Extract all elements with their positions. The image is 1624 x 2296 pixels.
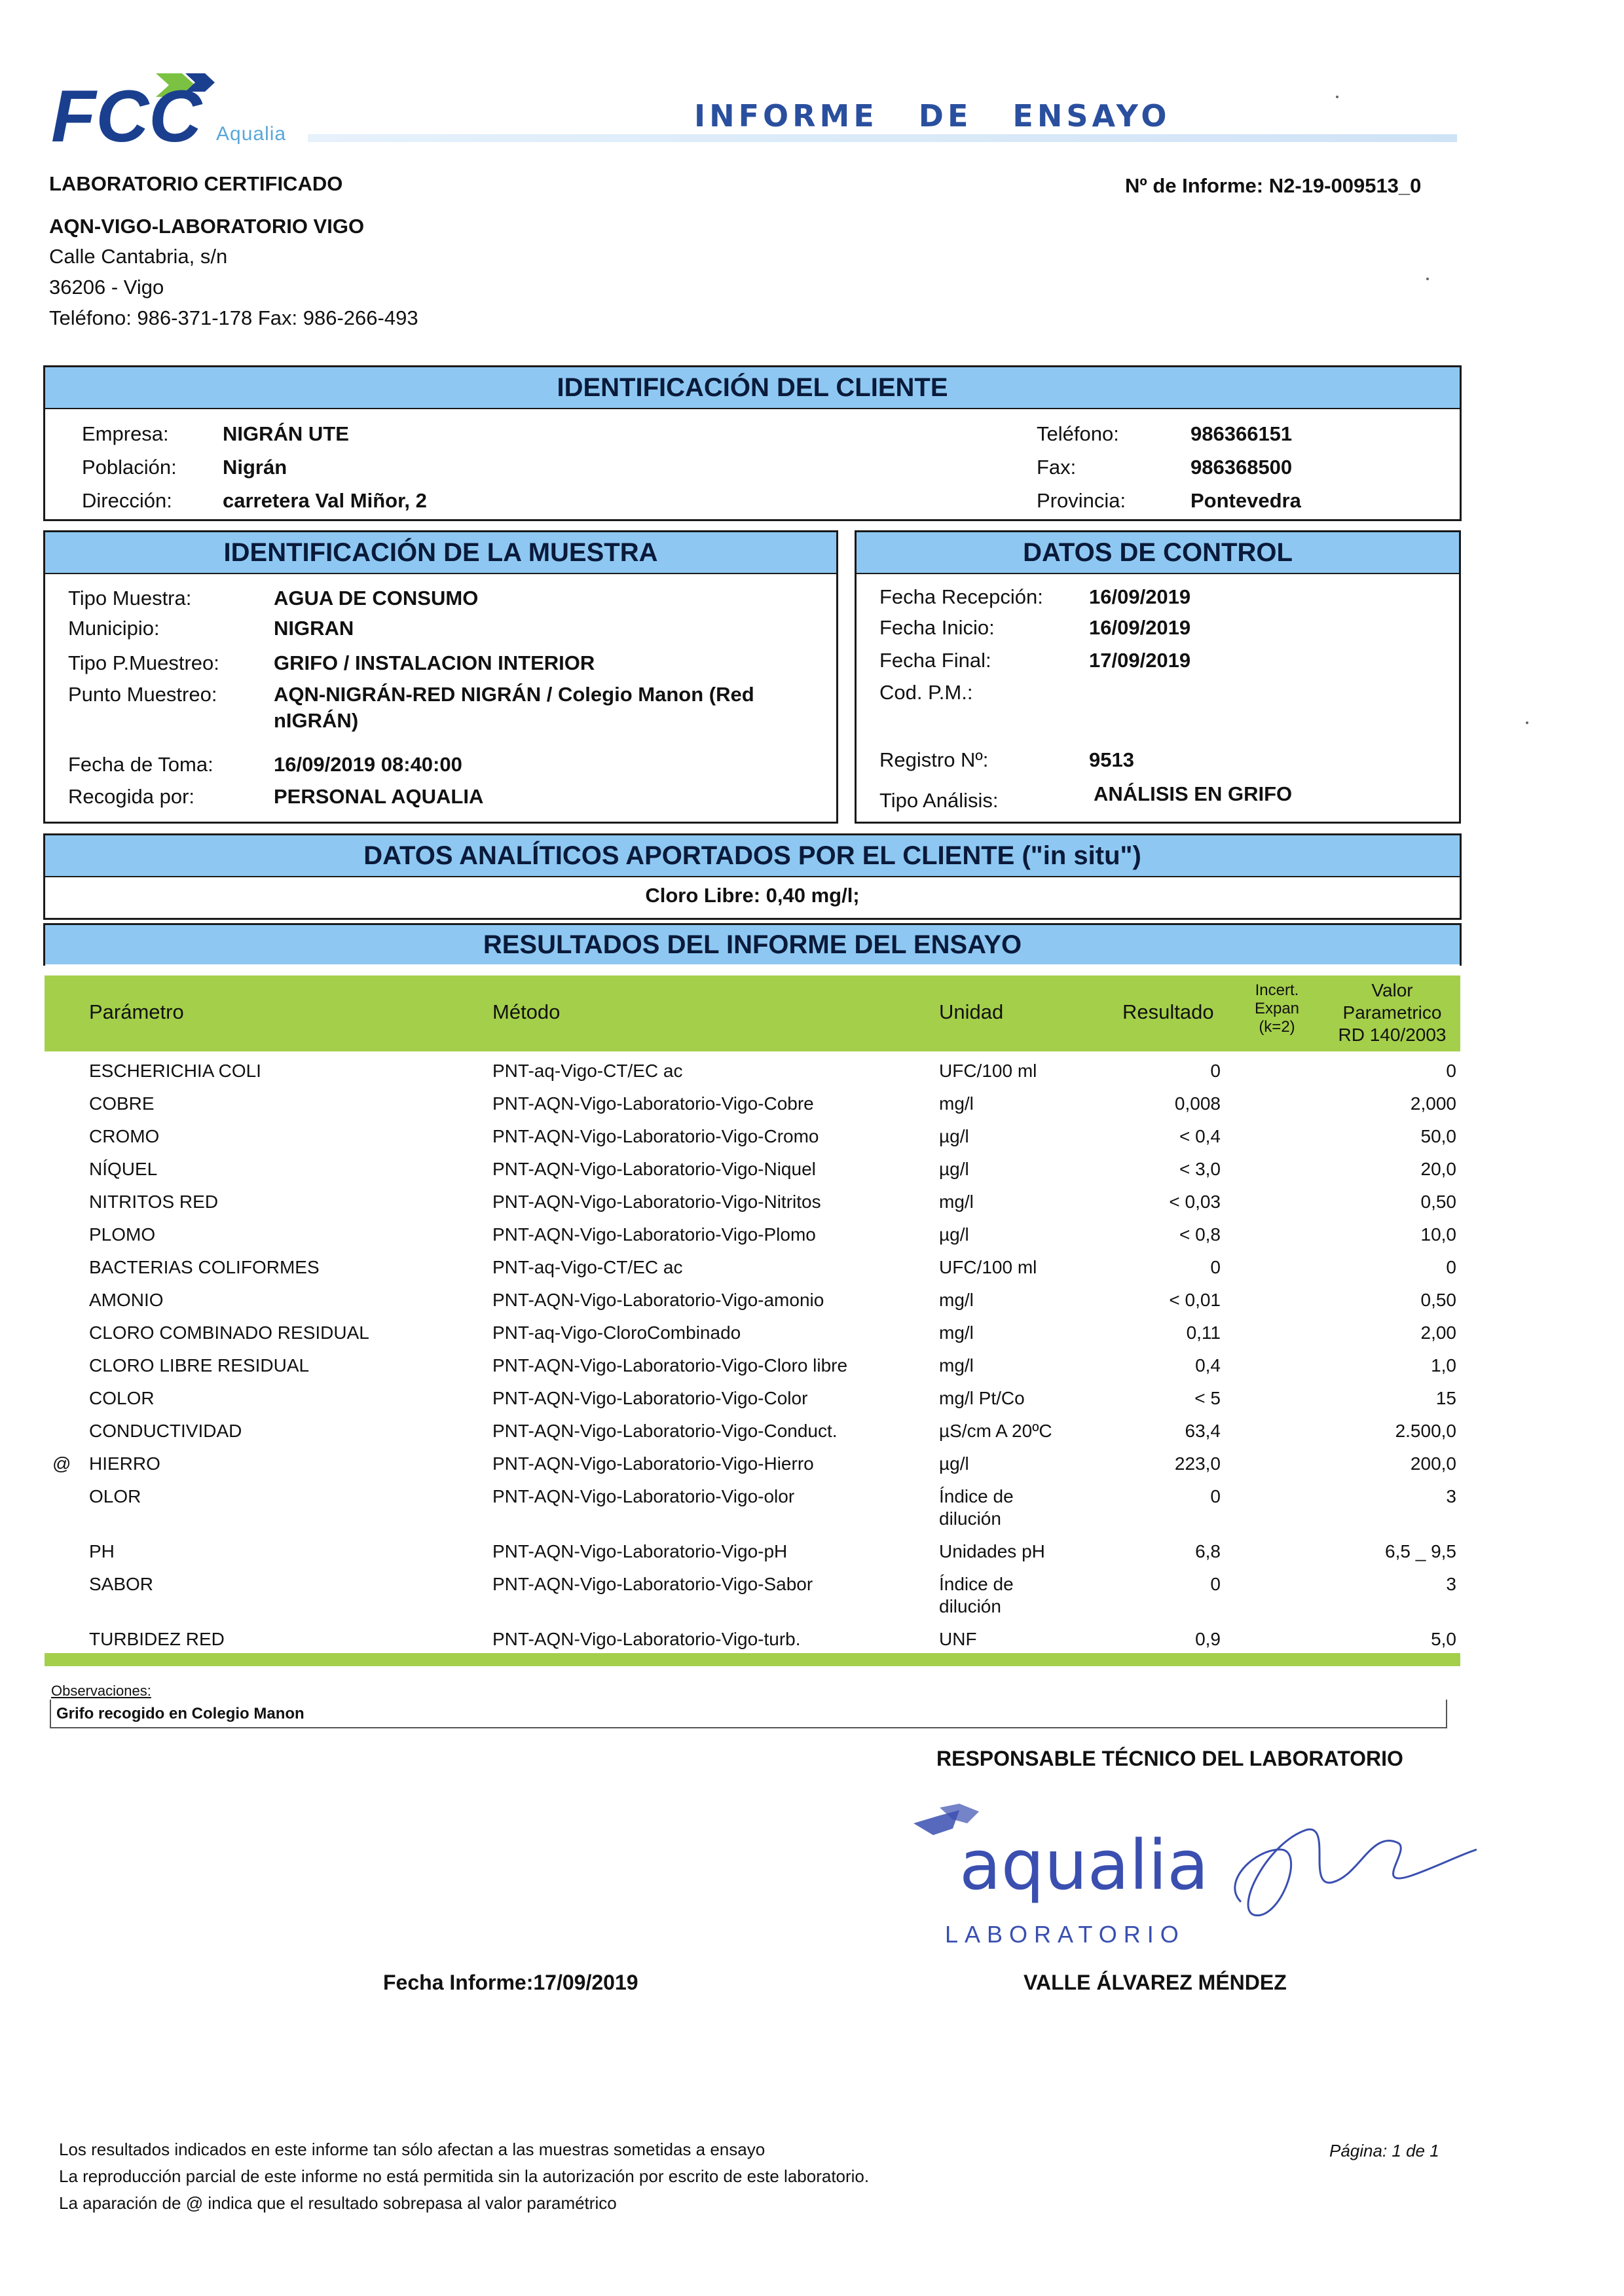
row-valor-parametrico: 15: [1435, 1388, 1456, 1408]
row-unidad-line2: dilución: [939, 1508, 1001, 1529]
tipo-analisis-label: Tipo Análisis:: [879, 789, 999, 812]
sample-section: [43, 530, 838, 824]
control-section: [855, 530, 1461, 824]
provincia-label: Provincia:: [1037, 489, 1126, 512]
provincia-value: Pontevedra: [1190, 489, 1301, 512]
tipo-analisis-value: ANÁLISIS EN GRIFO: [1094, 782, 1293, 805]
row-unidad: Unidades pH: [939, 1541, 1045, 1561]
row-resultado: 223,0: [1174, 1453, 1221, 1474]
inicio-label: Fecha Inicio:: [879, 616, 995, 639]
final-label: Fecha Final:: [879, 649, 991, 672]
row-valor-parametrico: 0,50: [1420, 1192, 1456, 1212]
telefono-value: 986366151: [1190, 422, 1293, 445]
row-resultado: < 5: [1194, 1388, 1221, 1408]
recogida-value: PERSONAL AQUALIA: [274, 785, 484, 808]
results-heading: RESULTADOS DEL INFORME DEL ENSAYO: [45, 925, 1460, 964]
row-valor-parametrico: 20,0: [1420, 1159, 1456, 1179]
row-metodo: PNT-AQN-Vigo-Laboratorio-Vigo-amonio: [492, 1290, 824, 1310]
row-resultado: 0,4: [1195, 1355, 1221, 1376]
row-valor-parametrico: 50,0: [1420, 1126, 1456, 1146]
col-valor-parametrico: Valor Parametrico RD 140/2003: [1338, 980, 1447, 1045]
results-section: [43, 923, 1462, 966]
observaciones-text: Grifo recogido en Colegio Manon: [56, 1705, 304, 1722]
row-metodo: PNT-AQN-Vigo-Laboratorio-Vigo-Sabor: [492, 1574, 813, 1594]
recepcion-value: 16/09/2019: [1089, 585, 1191, 608]
row-resultado: 0: [1210, 1257, 1221, 1277]
row-parametro: NÍQUEL: [89, 1159, 158, 1179]
recogida-label: Recogida por:: [68, 785, 195, 808]
row-metodo: PNT-aq-Vigo-CT/EC ac: [492, 1061, 683, 1081]
signature-scribble: [1235, 1829, 1477, 1915]
row-valor-parametrico: 2,00: [1420, 1322, 1456, 1343]
row-parametro: CONDUCTIVIDAD: [89, 1421, 242, 1441]
control-heading: DATOS DE CONTROL: [857, 532, 1459, 574]
row-parametro: NITRITOS RED: [89, 1192, 219, 1212]
stamp-sub-text: LABORATORIO: [945, 1921, 1185, 1948]
row-parametro: CLORO COMBINADO RESIDUAL: [89, 1322, 369, 1343]
row-parametro: COLOR: [89, 1388, 155, 1408]
row-valor-parametrico: 2.500,0: [1395, 1421, 1456, 1441]
col-unidad: Unidad: [939, 1000, 1004, 1023]
row-parametro: TURBIDEZ RED: [89, 1629, 225, 1649]
direccion-label: Dirección:: [82, 489, 172, 512]
exceed-flag: @: [52, 1453, 71, 1474]
row-metodo: PNT-AQN-Vigo-Laboratorio-Vigo-Cloro libre: [492, 1355, 848, 1376]
row-unidad: UFC/100 ml: [939, 1061, 1037, 1081]
row-parametro: OLOR: [89, 1486, 141, 1506]
client-heading: IDENTIFICACIÓN DEL CLIENTE: [45, 367, 1460, 409]
row-parametro: COBRE: [89, 1093, 155, 1114]
telefono-label: Teléfono:: [1037, 422, 1119, 445]
row-resultado: < 0,03: [1169, 1192, 1221, 1212]
row-unidad: µg/l: [939, 1453, 969, 1474]
footer-line-1: Los resultados indicados en este informe tan sólo afectan a las muestras sometidas a ensayo: [59, 2140, 766, 2159]
report-number: Nº de Informe: N2-19-009513_0: [1125, 174, 1422, 197]
empresa-value: NIGRÁN UTE: [223, 422, 349, 445]
row-metodo: PNT-AQN-Vigo-Laboratorio-Vigo-Cobre: [492, 1093, 814, 1114]
lab-address: Calle Cantabria, s/n: [49, 245, 228, 268]
scan-speck: [1526, 721, 1528, 724]
insitu-section: [43, 833, 1462, 920]
tipo-pm-label: Tipo P.Muestreo:: [68, 651, 219, 674]
row-resultado: < 0,01: [1169, 1290, 1221, 1310]
col-parametro: Parámetro: [89, 1000, 184, 1023]
row-unidad: mg/l: [939, 1192, 974, 1212]
row-metodo: PNT-AQN-Vigo-Laboratorio-Vigo-Hierro: [492, 1453, 814, 1474]
row-unidad: UFC/100 ml: [939, 1257, 1037, 1277]
row-unidad: mg/l Pt/Co: [939, 1388, 1025, 1408]
row-unidad: µg/l: [939, 1159, 969, 1179]
aqualia-logo-text: Aqualia: [216, 123, 287, 145]
row-unidad: µg/l: [939, 1126, 969, 1146]
svg-text:FCC: FCC: [51, 75, 202, 145]
municipio-value: NIGRAN: [274, 617, 354, 640]
registro-value: 9513: [1089, 748, 1134, 771]
fax-label: Fax:: [1037, 456, 1077, 479]
punto-value-line2: nIGRÁN): [274, 709, 359, 732]
fecha-toma-label: Fecha de Toma:: [68, 753, 213, 776]
lab-certified: LABORATORIO CERTIFICADO: [49, 172, 343, 195]
row-metodo: PNT-AQN-Vigo-Laboratorio-Vigo-Color: [492, 1388, 808, 1408]
row-valor-parametrico: 0: [1446, 1061, 1456, 1081]
recepcion-label: Fecha Recepción:: [879, 585, 1043, 608]
row-metodo: PNT-AQN-Vigo-Laboratorio-Vigo-Plomo: [492, 1224, 816, 1245]
row-unidad: µS/cm A 20ºC: [939, 1421, 1052, 1441]
row-parametro: SABOR: [89, 1574, 154, 1594]
aqualia-lab-stamp: [913, 1804, 1477, 1961]
row-valor-parametrico: 0: [1446, 1257, 1456, 1277]
responsable-title: RESPONSABLE TÉCNICO DEL LABORATORIO: [936, 1747, 1403, 1770]
row-resultado: < 3,0: [1179, 1159, 1221, 1179]
row-unidad: mg/l: [939, 1322, 974, 1343]
row-valor-parametrico: 6,5 _ 9,5: [1385, 1541, 1456, 1561]
row-unidad: mg/l: [939, 1355, 974, 1376]
row-valor-parametrico: 10,0: [1420, 1224, 1456, 1245]
signer-name: VALLE ÁLVAREZ MÉNDEZ: [1024, 1971, 1287, 1994]
direccion-value: carretera Val Miñor, 2: [223, 489, 427, 512]
sample-heading: IDENTIFICACIÓN DE LA MUESTRA: [45, 532, 836, 574]
row-resultado: 0: [1210, 1486, 1221, 1506]
row-unidad-line2: dilución: [939, 1596, 1001, 1616]
row-resultado: 0,9: [1195, 1629, 1221, 1649]
row-resultado: 0,11: [1186, 1322, 1221, 1343]
results-table-footer-bar: [45, 1653, 1460, 1666]
fax-value: 986368500: [1190, 456, 1293, 479]
row-unidad: mg/l: [939, 1093, 974, 1114]
row-metodo: PNT-AQN-Vigo-Laboratorio-Vigo-Conduct.: [492, 1421, 838, 1441]
row-unidad: Índice de: [939, 1486, 1014, 1506]
report-title: INFORME DE ENSAYO: [694, 98, 1171, 134]
lab-name: AQN-VIGO-LABORATORIO VIGO: [49, 215, 365, 238]
observaciones-label: Observaciones:: [51, 1683, 151, 1699]
row-metodo: PNT-AQN-Vigo-Laboratorio-Vigo-turb.: [492, 1629, 801, 1649]
row-valor-parametrico: 5,0: [1431, 1629, 1456, 1649]
row-unidad: mg/l: [939, 1290, 974, 1310]
tipo-pm-value: GRIFO / INSTALACION INTERIOR: [274, 651, 595, 674]
title-underline: [308, 134, 1457, 142]
row-valor-parametrico: 1,0: [1431, 1355, 1456, 1376]
col-metodo: Método: [492, 1000, 561, 1023]
row-parametro: PH: [89, 1541, 115, 1561]
row-parametro: PLOMO: [89, 1224, 156, 1245]
lab-phones: Teléfono: 986-371-178 Fax: 986-266-493: [49, 306, 418, 329]
row-valor-parametrico: 2,000: [1410, 1093, 1456, 1114]
row-valor-parametrico: 200,0: [1410, 1453, 1456, 1474]
row-unidad: Índice de: [939, 1574, 1014, 1594]
fcc-logo: [51, 73, 215, 145]
insitu-heading: DATOS ANALÍTICOS APORTADOS POR EL CLIENTE ("in situ"): [45, 835, 1460, 877]
row-parametro: ESCHERICHIA COLI: [89, 1061, 261, 1081]
poblacion-value: Nigrán: [223, 456, 287, 479]
row-resultado: 0: [1210, 1061, 1221, 1081]
footer-line-3: La aparación de @ indica que el resultado sobrepasa al valor paramétrico: [59, 2193, 617, 2213]
row-resultado: 0,008: [1174, 1093, 1221, 1114]
row-metodo: PNT-AQN-Vigo-Laboratorio-Vigo-Niquel: [492, 1159, 816, 1179]
cod-pm-label: Cod. P.M.:: [879, 681, 973, 704]
punto-value-line1: AQN-NIGRÁN-RED NIGRÁN / Colegio Manon (Red: [274, 683, 754, 706]
row-resultado: 6,8: [1195, 1541, 1221, 1561]
row-parametro: BACTERIAS COLIFORMES: [89, 1257, 320, 1277]
row-resultado: 0: [1210, 1574, 1221, 1594]
row-metodo: PNT-AQN-Vigo-Laboratorio-Vigo-pH: [492, 1541, 788, 1561]
municipio-label: Municipio:: [68, 617, 160, 640]
row-unidad: UNF: [939, 1629, 977, 1649]
fecha-toma-value: 16/09/2019 08:40:00: [274, 753, 462, 776]
col-resultado: Resultado: [1122, 1000, 1214, 1023]
scan-speck: [1426, 278, 1429, 280]
fecha-informe: Fecha Informe:17/09/2019: [383, 1971, 638, 1994]
row-parametro: CROMO: [89, 1126, 160, 1146]
row-metodo: PNT-AQN-Vigo-Laboratorio-Vigo-Cromo: [492, 1126, 819, 1146]
poblacion-label: Población:: [82, 456, 177, 479]
page-number: Página: 1 de 1: [1329, 2141, 1439, 2160]
row-resultado: < 0,8: [1179, 1224, 1221, 1245]
row-valor-parametrico: 3: [1446, 1486, 1456, 1506]
registro-label: Registro Nº:: [879, 748, 989, 771]
lab-city: 36206 - Vigo: [49, 276, 164, 299]
row-metodo: PNT-AQN-Vigo-Laboratorio-Vigo-Nitritos: [492, 1192, 821, 1212]
insitu-value: Cloro Libre: 0,40 mg/l;: [645, 884, 860, 907]
row-parametro: HIERRO: [89, 1453, 160, 1474]
tipo-muestra-label: Tipo Muestra:: [68, 587, 192, 610]
col-incert: Incert. Expan (k=2): [1254, 981, 1300, 1036]
tipo-muestra-value: AGUA DE CONSUMO: [274, 587, 479, 610]
scan-speck: [1336, 96, 1338, 98]
row-metodo: PNT-aq-Vigo-CloroCombinado: [492, 1322, 741, 1343]
punto-label: Punto Muestreo:: [68, 683, 217, 706]
empresa-label: Empresa:: [82, 422, 169, 445]
row-valor-parametrico: 0,50: [1420, 1290, 1456, 1310]
inicio-value: 16/09/2019: [1089, 616, 1191, 639]
stamp-word-text: aqualia: [959, 1825, 1209, 1905]
row-resultado: < 0,4: [1179, 1126, 1221, 1146]
row-metodo: PNT-aq-Vigo-CT/EC ac: [492, 1257, 683, 1277]
row-parametro: CLORO LIBRE RESIDUAL: [89, 1355, 310, 1376]
row-unidad: µg/l: [939, 1224, 969, 1245]
row-valor-parametrico: 3: [1446, 1574, 1456, 1594]
row-resultado: 63,4: [1185, 1421, 1221, 1441]
row-parametro: AMONIO: [89, 1290, 164, 1310]
row-metodo: PNT-AQN-Vigo-Laboratorio-Vigo-olor: [492, 1486, 795, 1506]
final-value: 17/09/2019: [1089, 649, 1191, 672]
footer-line-2: La reproducción parcial de este informe no está permitida sin la autorización por escrito de este laboratorio.: [59, 2166, 870, 2186]
